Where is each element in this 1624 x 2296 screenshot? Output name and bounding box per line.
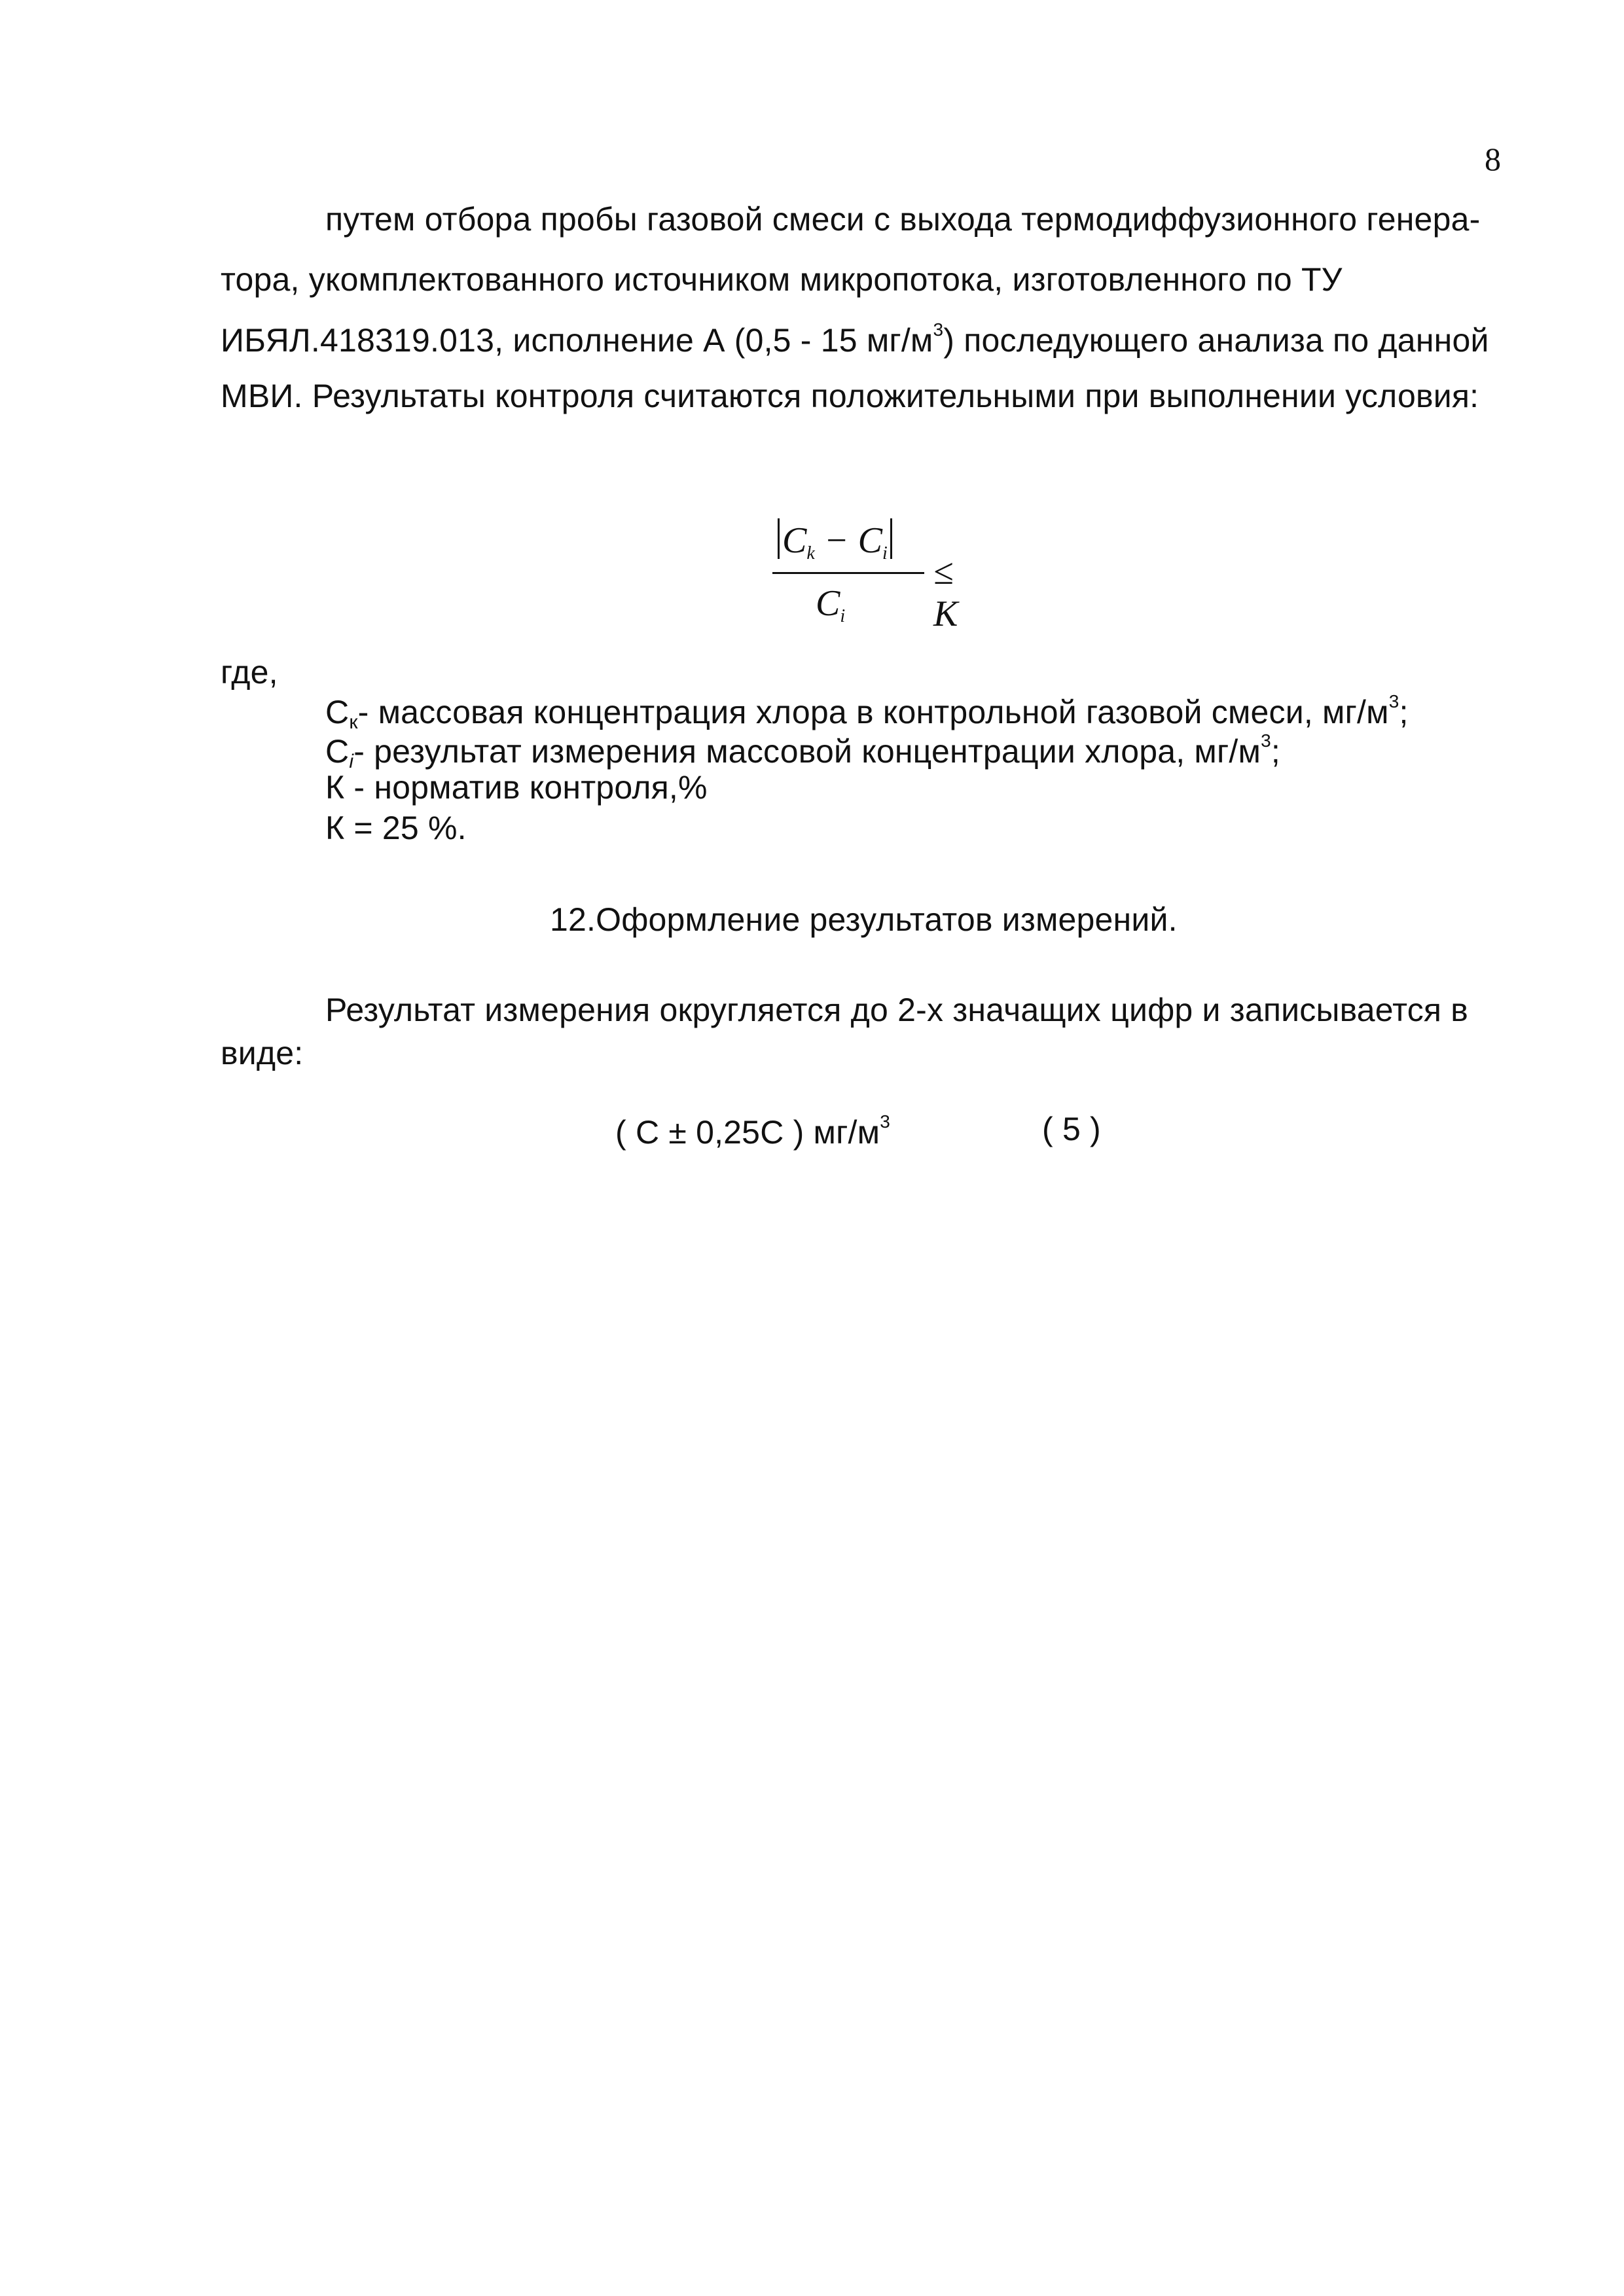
result-formula-sup: 3 [880,1111,890,1132]
formula-numerator [775,518,895,564]
where-label: где, [221,654,278,691]
paragraph-line-3-sup: 3 [933,319,944,340]
definition-ck-sub: к [349,711,358,733]
definition-ci-end: ; [1271,733,1280,770]
result-line-1: Результат измерения округляется до 2-х значащих цифр и записывается в [325,992,1469,1028]
formula-den-sub-i: i [840,606,846,626]
section-heading: 12.Оформление результатов измерений. [550,901,1178,938]
formula-minus: − [823,520,849,561]
result-formula-text: ( С ± 0,25С ) мг/м [615,1114,880,1151]
definition-k-value: К = 25 %. [325,810,467,846]
abs-left-bar [778,518,780,559]
definition-ck-symbol: С [325,694,350,730]
formula-c-k: C [782,520,807,561]
definition-ck-end: ; [1399,694,1409,730]
paragraph-line-3 [221,321,1489,357]
formula-sub-k: k [806,543,815,564]
page-number: 8 [1485,141,1501,177]
result-line-2: виде: [221,1035,304,1071]
definition-ci-text: - результат измерения массовой концентрации хлора, мг/м [353,733,1261,770]
definition-ck-sup: 3 [1388,691,1399,711]
paragraph-line-2: тора, укомплектованного источником микропотока, изготовленного по ТУ [221,261,1343,298]
definition-ci [325,732,1280,772]
formula-relation: ≤ K [933,552,958,634]
result-formula [615,1113,890,1149]
definition-ci-sup: 3 [1261,730,1271,751]
definition-k: К - норматив контроля,% [325,769,708,806]
paragraph-line-1: путем отбора пробы газовой смеси с выхода термодиффузионного генера- [325,201,1481,238]
formula-den-c: C [816,583,840,624]
equation-number: ( 5 ) [1042,1111,1101,1147]
paragraph-line-3-head: ИБЯЛ.418319.013, исполнение А (0,5 - 15 мг/м [221,322,933,359]
paragraph-line-3-tail: ) последующего анализа по данной [943,322,1489,359]
formula-sub-i: i [882,543,888,564]
abs-right-bar [890,518,892,559]
definition-ck-text: - массовая концентрация хлора в контрольной газовой смеси, мг/м [357,694,1389,730]
definition-ci-sub: i [349,751,354,772]
formula-c-i: C [857,520,882,561]
fraction-bar [772,572,924,574]
paragraph-line-4: МВИ. Результаты контроля считаются положительными при выполнении условия: [221,378,1479,414]
definition-ck [325,692,1409,732]
control-formula [765,518,961,634]
formula-denominator [816,583,845,627]
definition-ci-symbol: С [325,733,350,770]
